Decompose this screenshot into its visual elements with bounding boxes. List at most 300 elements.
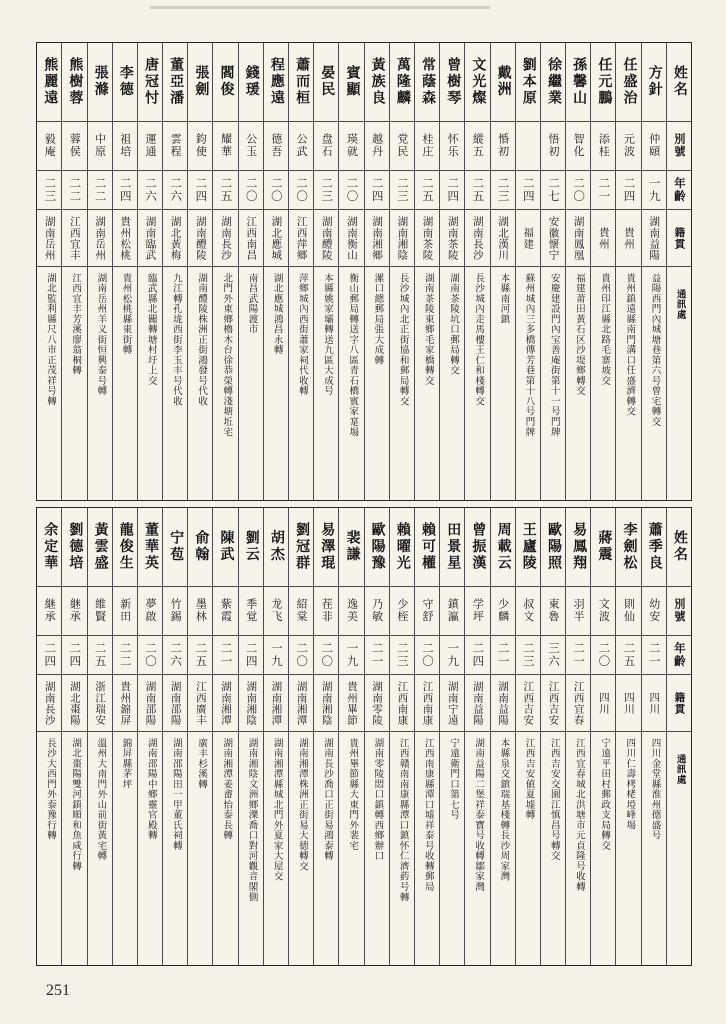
- person-address: 湖南邵陽田一甲董氏祠轉: [163, 731, 187, 965]
- person-alias: 季覚: [239, 586, 263, 635]
- person-column: [263, 508, 288, 965]
- person-column: [288, 43, 313, 500]
- person-native-place: 湖南岳州: [37, 209, 61, 266]
- page-number: 251: [46, 982, 70, 999]
- person-alias: 文波: [591, 586, 615, 635]
- header-native: 籍貫: [667, 674, 691, 731]
- person-native-place: 江西南昌: [239, 209, 263, 266]
- person-alias: 公玉: [239, 121, 263, 170]
- person-name: 易澤琨: [319, 522, 335, 572]
- person-age: 二五: [213, 170, 237, 209]
- person-name: 程應遠: [268, 57, 284, 107]
- person-address: 湖北監利縣尺八市正茂祥号轉: [37, 266, 61, 500]
- person-column: [590, 508, 615, 965]
- person-column: [515, 508, 540, 965]
- header-native: 籍貫: [667, 209, 691, 266]
- person-age: 二五: [415, 170, 439, 209]
- person-age: 二〇: [289, 635, 313, 674]
- person-native-place: 四川: [642, 674, 666, 731]
- person-native-place: 湖南醴陵: [188, 209, 212, 266]
- person-age: 一九: [264, 635, 288, 674]
- person-native-place: 湖南茶陵: [440, 209, 464, 266]
- person-name: 田景星: [445, 522, 461, 572]
- person-age: 二三: [314, 170, 338, 209]
- person-alias: 学坪: [465, 586, 489, 635]
- person-name: 方針: [646, 65, 662, 99]
- person-address: 萍鄉城內西街蕭家祠代收轉: [289, 266, 313, 500]
- person-name: 常蔭森: [420, 57, 436, 107]
- person-age: 二三: [390, 170, 414, 209]
- person-age: 二四: [365, 170, 389, 209]
- person-name: 戴洲: [495, 65, 511, 99]
- person-address: 湖北棗陽雙河鎮順和魚咸行轉: [62, 731, 86, 965]
- person-age: 二四: [465, 635, 489, 674]
- person-age: 二一: [591, 170, 615, 209]
- person-native-place: 湖南邵陽: [138, 674, 162, 731]
- person-column: [540, 43, 565, 500]
- person-name: 蕭而桓: [294, 57, 310, 107]
- person-name: 閻俊: [218, 65, 234, 99]
- person-age: 二二: [88, 170, 112, 209]
- person-alias: 惛初: [491, 121, 515, 170]
- person-alias: 元波: [616, 121, 640, 170]
- person-name: 曾振漢: [470, 522, 486, 572]
- person-column: [187, 508, 212, 965]
- person-age: 一九: [339, 635, 363, 674]
- person-address: 湖南湘潭縣城北門外夏家大屋交: [264, 731, 288, 965]
- person-column: [464, 43, 489, 500]
- person-address: 四川仁壽栲栳埡峰場: [616, 731, 640, 965]
- person-column: [389, 43, 414, 500]
- person-native-place: 湖南鳳凰: [566, 209, 590, 266]
- directory-table-bottom: [36, 507, 692, 966]
- person-name: 宁苞: [168, 530, 184, 564]
- person-address: 江西贛南南康縣潭口鎮怀仁濟葯号轉: [390, 731, 414, 965]
- person-column: [641, 43, 666, 500]
- person-age: 二二: [113, 635, 137, 674]
- person-age: 二三: [491, 170, 515, 209]
- person-age: 一九: [642, 170, 666, 209]
- person-native-place: 四川: [616, 674, 640, 731]
- person-age: 二一: [365, 635, 389, 674]
- person-age: 二〇: [566, 170, 590, 209]
- person-native-place: 浙江瑞安: [88, 674, 112, 731]
- person-name: 任元鵬: [596, 57, 612, 107]
- person-native-place: 湖南益陽: [491, 674, 515, 731]
- person-name: 萬隆麟: [394, 57, 410, 107]
- header-address: 通訊處: [667, 731, 691, 965]
- person-age: 二三: [516, 635, 540, 674]
- person-column: [238, 508, 263, 965]
- person-native-place: 湖南湘潭: [289, 674, 313, 731]
- person-name: 劉冠群: [294, 522, 310, 572]
- person-native-place: 江西萍鄉: [289, 209, 313, 266]
- person-column: [414, 508, 439, 965]
- person-name: 劉云: [243, 530, 259, 564]
- person-native-place: 安徽懷宁: [541, 209, 565, 266]
- person-column: [439, 43, 464, 500]
- person-column: [162, 43, 187, 500]
- person-age: 二〇: [339, 170, 363, 209]
- person-name: 周載云: [495, 522, 511, 572]
- person-address: 長沙城內北正街協和郵局轉交: [390, 266, 414, 500]
- person-alias: 維賢: [88, 586, 112, 635]
- person-native-place: 湖南湘鄉: [365, 209, 389, 266]
- person-address: 本縣泉交鎮瑞基棧轉長沙周家灣: [491, 731, 515, 965]
- person-alias: 中原: [88, 121, 112, 170]
- person-age: 二四: [188, 170, 212, 209]
- person-native-place: 湖南零陵: [365, 674, 389, 731]
- person-alias: 盘石: [314, 121, 338, 170]
- person-alias: 龙飞: [264, 586, 288, 635]
- person-native-place: 湖南湘陰: [314, 674, 338, 731]
- header-alias: 別號: [667, 586, 691, 635]
- person-native-place: 湖南湘陰: [390, 209, 414, 266]
- person-name: 余定華: [42, 522, 58, 572]
- header-column: [666, 508, 691, 965]
- person-native-place: 湖南臨武: [138, 209, 162, 266]
- person-address: 安慶建設門內宝善庵街第十一号門牌: [541, 266, 565, 500]
- scan-artifact: [150, 6, 490, 9]
- person-alias: 幼安: [642, 586, 666, 635]
- person-name: 李德: [117, 65, 133, 99]
- person-native-place: 貴州松桃: [113, 209, 137, 266]
- person-alias: 公武: [289, 121, 313, 170]
- person-age: 二四: [440, 170, 464, 209]
- person-name: 裴謙: [344, 530, 360, 564]
- person-column: [162, 508, 187, 965]
- person-column: [212, 43, 237, 500]
- person-alias: 羽半: [566, 586, 590, 635]
- person-name: 劉德培: [67, 522, 83, 572]
- person-name: 熊麗遠: [42, 57, 58, 107]
- person-native-place: 江西南康: [390, 674, 414, 731]
- person-alias: 墨林: [188, 586, 212, 635]
- person-alias: 叔文: [516, 586, 540, 635]
- person-name: 黃雲盛: [92, 522, 108, 572]
- person-address: 湖南茶陵東鄉毛家橋轉交: [415, 266, 439, 500]
- person-native-place: 湖南醴陵: [314, 209, 338, 266]
- person-native-place: 湖南湘潭: [264, 674, 288, 731]
- person-column: [389, 508, 414, 965]
- person-age: 二一: [213, 635, 237, 674]
- person-column: [490, 508, 515, 965]
- person-native-place: 湖南岳州: [88, 209, 112, 266]
- person-alias: 德吾: [264, 121, 288, 170]
- person-alias: 運通: [138, 121, 162, 170]
- person-column: [464, 508, 489, 965]
- person-column: [61, 508, 86, 965]
- person-alias: 継承: [37, 586, 61, 635]
- person-native-place: 湖南邵陽: [163, 674, 187, 731]
- person-age: 二四: [37, 635, 61, 674]
- person-column: [137, 43, 162, 500]
- person-native-place: 湖南長沙: [213, 209, 237, 266]
- person-address: 貴州畢節縣大東門外裴宅: [339, 731, 363, 965]
- person-alias: 逸美: [339, 586, 363, 635]
- person-name: 蔣震: [596, 530, 612, 564]
- person-alias: 怀乐: [440, 121, 464, 170]
- person-native-place: 湖南益陽: [642, 209, 666, 266]
- person-age: 三六: [541, 635, 565, 674]
- person-name: 歐陽豫: [369, 522, 385, 572]
- person-native-place: 江西吉安: [516, 674, 540, 731]
- directory-frame: [36, 42, 692, 966]
- person-name: 易鳳翔: [571, 522, 587, 572]
- person-native-place: 貴州畢節: [339, 674, 363, 731]
- person-address: 湖南湘潭株洲正街易大德轉交: [289, 731, 313, 965]
- person-alias: 少桎: [390, 586, 414, 635]
- person-column: [37, 508, 61, 965]
- person-name: 唐冠忖: [142, 57, 158, 107]
- person-address: 福建莆田黃石区沙堤鄉轉交: [566, 266, 590, 500]
- person-age: 二三: [390, 635, 414, 674]
- person-age: 二一: [491, 635, 515, 674]
- person-alias: 毅庵: [37, 121, 61, 170]
- person-age: 二〇: [314, 635, 338, 674]
- person-native-place: 貴州錦屏: [113, 674, 137, 731]
- person-column: [540, 508, 565, 965]
- person-address: 北門外東鄉櫓木台徐恭榮轉淺塘坵宅: [213, 266, 237, 500]
- person-age: 二〇: [591, 635, 615, 674]
- person-name: 董華英: [142, 522, 158, 572]
- person-alias: 継承: [62, 586, 86, 635]
- person-native-place: 江西吉安: [541, 674, 565, 731]
- person-alias: 耀華: [213, 121, 237, 170]
- person-column: [565, 43, 590, 500]
- person-alias: 桂庄: [415, 121, 439, 170]
- person-age: 二六: [138, 170, 162, 209]
- header-column: [666, 43, 691, 500]
- person-address: 四川金堂縣淮州德盛号: [642, 731, 666, 965]
- person-age: 二五: [88, 635, 112, 674]
- person-column: [313, 43, 338, 500]
- person-address: 本縣姚家壩轉送九區大成号: [314, 266, 338, 500]
- person-name: 賴曜光: [394, 522, 410, 572]
- person-alias: 雲程: [163, 121, 187, 170]
- person-alias: 添桂: [591, 121, 615, 170]
- person-native-place: 江西廣丰: [188, 674, 212, 731]
- person-address: 湖北應城鴻昌永轉: [264, 266, 288, 500]
- person-column: [615, 43, 640, 500]
- person-address: 湖南醴陵株洲正街鴻發号代收: [188, 266, 212, 500]
- person-alias: 夢啟: [138, 586, 162, 635]
- person-native-place: 江西南康: [415, 674, 439, 731]
- person-name: 任盛治: [621, 57, 637, 107]
- person-column: [590, 43, 615, 500]
- person-alias: [516, 121, 540, 170]
- person-name: 劉本原: [520, 57, 536, 107]
- person-name: 王廬陵: [520, 522, 536, 572]
- person-address: 宁遠衛門口第七号: [440, 731, 464, 965]
- person-native-place: 湖南湘陰: [239, 674, 263, 731]
- person-alias: 悟初: [541, 121, 565, 170]
- header-name: 姓名: [671, 530, 687, 564]
- person-native-place: 湖南衡山: [339, 209, 363, 266]
- person-name: 賴可權: [420, 522, 436, 572]
- person-age: 二〇: [264, 170, 288, 209]
- person-alias: 乃敏: [365, 586, 389, 635]
- person-address: 溫州大南門外山前街黃宅轉: [88, 731, 112, 965]
- person-native-place: 湖南長沙: [465, 209, 489, 266]
- person-address: 廣丰杉溪轉: [188, 731, 212, 965]
- person-age: 二四: [516, 170, 540, 209]
- person-column: [112, 43, 137, 500]
- person-name: 陳武: [218, 530, 234, 564]
- person-name: 曾樹琴: [445, 57, 461, 107]
- person-address: 長沙大西門外泰豫行轉: [37, 731, 61, 965]
- person-name: 張滌: [92, 65, 108, 99]
- person-column: [490, 43, 515, 500]
- person-native-place: 福建: [516, 209, 540, 266]
- person-native-place: 湖南宁遠: [440, 674, 464, 731]
- person-column: [288, 508, 313, 965]
- person-alias: 則仙: [616, 586, 640, 635]
- person-name: 晏民: [319, 65, 335, 99]
- person-native-place: 湖南湘潭: [213, 674, 237, 731]
- person-name: 俞翰: [193, 530, 209, 564]
- person-column: [212, 508, 237, 965]
- person-address: 貴州松桃縣東街轉: [113, 266, 137, 500]
- person-alias: 新田: [113, 586, 137, 635]
- person-name: 文光燦: [470, 57, 486, 107]
- person-address: 宁遠平田村郵政支局轉交: [591, 731, 615, 965]
- person-column: [313, 508, 338, 965]
- person-address: 九江轉孔垅西街李玉丰号代收: [163, 266, 187, 500]
- person-address: 湖南岳州羊义街恒興泰号轉: [88, 266, 112, 500]
- person-address: 江西南康縣潭口墟祥泰号收轉郵局: [415, 731, 439, 965]
- person-name: 徐繼業: [545, 57, 561, 107]
- person-address: 益陽西門內城塘巷第六号曾宅轉交: [642, 266, 666, 500]
- header-name: 姓名: [671, 65, 687, 99]
- person-alias: 少麟: [491, 586, 515, 635]
- person-age: 二〇: [289, 170, 313, 209]
- person-alias: 東魯: [541, 586, 565, 635]
- person-native-place: 貴州: [591, 209, 615, 266]
- person-age: 二五: [465, 170, 489, 209]
- person-alias: 瑛就: [339, 121, 363, 170]
- person-name: 李劍松: [621, 522, 637, 572]
- person-address: 南昌武陽渡市: [239, 266, 263, 500]
- person-alias: 仲頤: [642, 121, 666, 170]
- person-address: 蘇州城內三多橋傳芳巷第十八号門牌: [516, 266, 540, 500]
- person-column: [37, 43, 61, 500]
- person-age: 二一: [642, 635, 666, 674]
- person-native-place: 四川: [591, 674, 615, 731]
- person-alias: 智化: [566, 121, 590, 170]
- person-name: 賓顯: [344, 65, 360, 99]
- person-name: 歐陽照: [545, 522, 561, 572]
- person-address: 江西宜春城北洪塘市元貞隆号收轉: [566, 731, 590, 965]
- person-name: 錢瑗: [243, 65, 259, 99]
- person-alias: 越丹: [365, 121, 389, 170]
- person-column: [61, 43, 86, 500]
- person-column: [515, 43, 540, 500]
- person-column: [137, 508, 162, 965]
- person-column: [338, 43, 363, 500]
- person-native-place: 貴州: [616, 209, 640, 266]
- person-name: 董亞潘: [168, 57, 184, 107]
- person-age: 二五: [188, 635, 212, 674]
- person-age: 二〇: [415, 635, 439, 674]
- person-age: 二七: [541, 170, 565, 209]
- directory-table-top: [36, 42, 692, 501]
- person-alias: 縱五: [465, 121, 489, 170]
- person-alias: 紹棠: [289, 586, 313, 635]
- person-alias: 祖培: [113, 121, 137, 170]
- person-alias: 竹錫: [163, 586, 187, 635]
- person-native-place: 湖北棗陽: [62, 674, 86, 731]
- person-address: 湖南長沙喬口正街易鴻泰轉: [314, 731, 338, 965]
- person-address: 江西宜丰芳溪廖翁桐轉: [62, 266, 86, 500]
- person-column: [364, 508, 389, 965]
- header-address: 通訊處: [667, 266, 691, 500]
- person-address: 湖南邵陽中鄉靈官殿轉: [138, 731, 162, 965]
- person-name: 黃族良: [369, 57, 385, 107]
- person-name: 張劍: [193, 65, 209, 99]
- person-age: 二四: [113, 170, 137, 209]
- person-alias: 党民: [390, 121, 414, 170]
- person-name: 熊樹蓉: [67, 57, 83, 107]
- person-native-place: 湖北黃梅: [163, 209, 187, 266]
- person-native-place: 湖北應城: [264, 209, 288, 266]
- person-name: 胡杰: [268, 530, 284, 564]
- person-column: [439, 508, 464, 965]
- person-address: 臨武縣北關轉塘村圩上交: [138, 266, 162, 500]
- person-column: [238, 43, 263, 500]
- person-age: 二四: [616, 170, 640, 209]
- person-name: 蕭季良: [646, 522, 662, 572]
- person-age: 二五: [616, 635, 640, 674]
- person-name: 龍俊生: [117, 522, 133, 572]
- person-address: 湖南益陽二堡祥泰寶号收轉鄒家灣: [465, 731, 489, 965]
- person-column: [615, 508, 640, 965]
- person-address: 湖南零陵悶口鎮轉西鄉辦口: [365, 731, 389, 965]
- person-column: [87, 508, 112, 965]
- person-column: [565, 508, 590, 965]
- header-age: 年齡: [667, 635, 691, 674]
- header-alias: 別號: [667, 121, 691, 170]
- person-native-place: 湖南長沙: [37, 674, 61, 731]
- person-alias: 鎮瀛: [440, 586, 464, 635]
- person-address: 錦屏縣茅坪: [113, 731, 137, 965]
- person-native-place: 江西宜丰: [62, 209, 86, 266]
- person-address: 湖南湘潭姜畬怡泰長轉: [213, 731, 237, 965]
- person-address: 江西吉安値夏墟轉: [516, 731, 540, 965]
- person-address: 湖南湘陰文洲鄉濼喬口對河觀音閣側: [239, 731, 263, 965]
- person-address: 長沙城內走馬樓王仁和棧轉交: [465, 266, 489, 500]
- person-column: [364, 43, 389, 500]
- person-column: [338, 508, 363, 965]
- person-address: 漯口總郵局張大成轉: [365, 266, 389, 500]
- person-native-place: 湖南茶陵: [415, 209, 439, 266]
- person-alias: 蓉侯: [62, 121, 86, 170]
- person-address: 湖南茶陵坑口郵局轉交: [440, 266, 464, 500]
- person-native-place: 湖北漢川: [491, 209, 515, 266]
- person-column: [641, 508, 666, 965]
- person-alias: 紫霞: [213, 586, 237, 635]
- person-column: [112, 508, 137, 965]
- person-native-place: 江西宜春: [566, 674, 590, 731]
- person-alias: 茬非: [314, 586, 338, 635]
- person-address: 江西吉安交園江慎昌号轉交: [541, 731, 565, 965]
- person-address: 衡山郵局轉送字八區青石橋賓家寔場: [339, 266, 363, 500]
- person-age: 二六: [163, 170, 187, 209]
- person-address: 貴州印江縣北路毛寨坡交: [591, 266, 615, 500]
- person-column: [263, 43, 288, 500]
- person-age: 二〇: [239, 170, 263, 209]
- person-address: 貴州鎮遠縣南門溝口任盛濟轉交: [616, 266, 640, 500]
